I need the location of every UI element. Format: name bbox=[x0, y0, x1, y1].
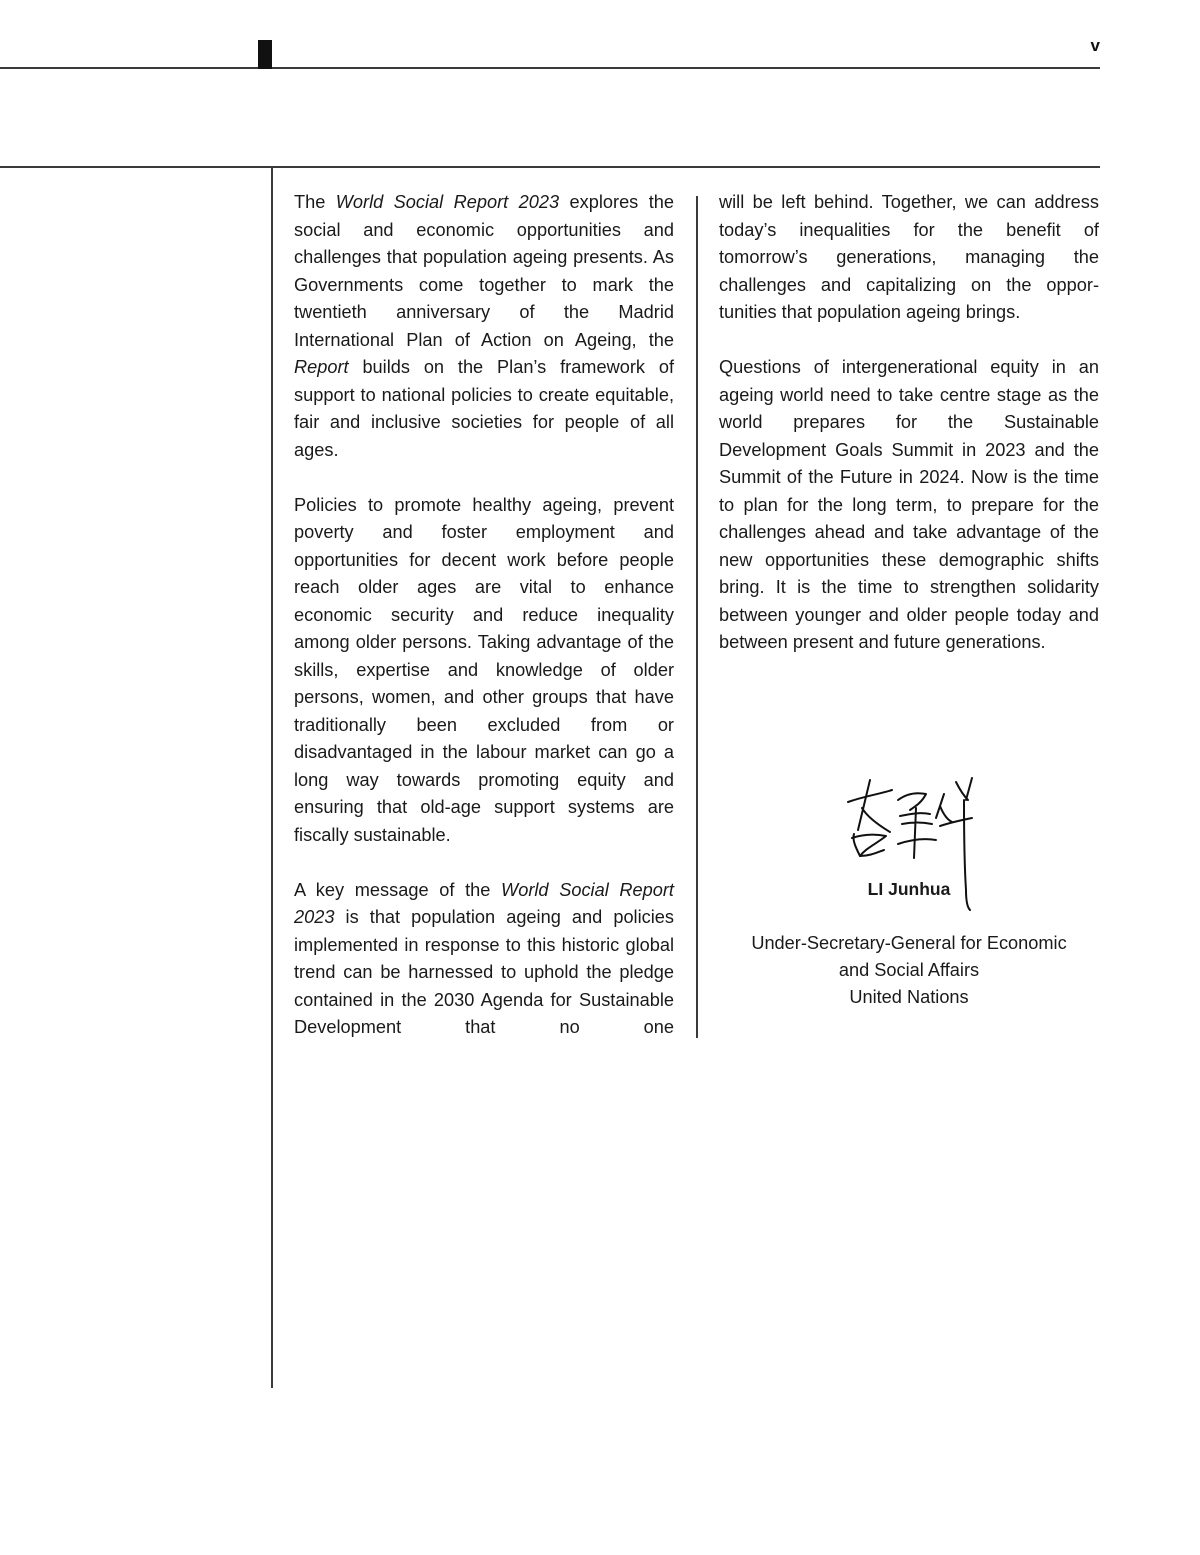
header-marker bbox=[258, 40, 272, 69]
paragraph-1 bbox=[294, 189, 674, 464]
foreword-column-right bbox=[719, 189, 1099, 657]
header-rule bbox=[0, 67, 1100, 69]
paragraph-4 bbox=[719, 354, 1099, 657]
text-run: is that population ageing and policies implemented in response to this historic global trend can be harnessed to uphold the pledge contained in the 2030 Agenda for Sustainable Development that no one bbox=[294, 907, 674, 1037]
text-run: Policies to promote healthy ageing, prevent poverty and foster employment and opportunities for decent work before people reach older ages are vital to enhance economic security and reduce inequality among older persons. Taking advantage of the skills, expertise and knowledge of older persons, women, and other groups that have traditionally been excluded from or disadvantaged in the labour market can go a long way towards promoting equity and ensuring that old-age support systems are fiscally sustainable. bbox=[294, 494, 674, 845]
text-run: will be left behind. Together, we can address today’s inequalities for the benefit of tomorrow’s generations, managing the challenges and capitalizing on the opportunities that population ageing brings. bbox=[719, 192, 1099, 322]
text-run: explores the social and economic opportunities and challenges that population ageing presents. As Governments come together to mark the twentieth anniversary of the Madrid International Plan of Action on Ageing, the bbox=[294, 192, 674, 350]
content-top-rule bbox=[0, 166, 1100, 168]
foreword-column-left bbox=[294, 189, 674, 1042]
italic-title: Report bbox=[294, 357, 349, 377]
signatory-title-line: United Nations bbox=[849, 987, 969, 1007]
text-run: A key message of the bbox=[294, 879, 502, 900]
signatory-title-line: and Social Affairs bbox=[838, 960, 980, 980]
italic-title: World Social Report 2023 bbox=[294, 879, 674, 927]
paragraph-3-start bbox=[294, 877, 674, 1042]
paragraph-3-end bbox=[719, 189, 1099, 327]
signatory-title bbox=[719, 930, 1099, 1011]
signatory-name: LI Junhua bbox=[867, 879, 951, 899]
signatory-title-line: Under-Secretary-General for Economic bbox=[751, 933, 1067, 953]
text-run: builds on the Plan’s framework of support to national policies to create equitable, fair and inclusive societies for people of all ages. bbox=[294, 357, 674, 460]
text-run: Questions of intergenerational equity in an ageing world need to take centre stage as the world prepares for the Sustainable Development Goals Summit in 2023 and the Summit of the Future in 2024. Now is the time to plan for the long term, to prepare for the challenges ahead and take advantage of the new opportunities these demographic shifts bring. It is the time to strengthen solidarity between younger and older people today and between present and future generations. bbox=[719, 357, 1099, 652]
italic-title: World Social Report 2023 bbox=[335, 192, 560, 212]
page-number: v bbox=[1090, 36, 1100, 55]
margin-vertical-rule bbox=[271, 166, 273, 1388]
text-run: The bbox=[294, 192, 336, 212]
paragraph-2 bbox=[294, 492, 674, 850]
column-divider bbox=[696, 196, 698, 1038]
